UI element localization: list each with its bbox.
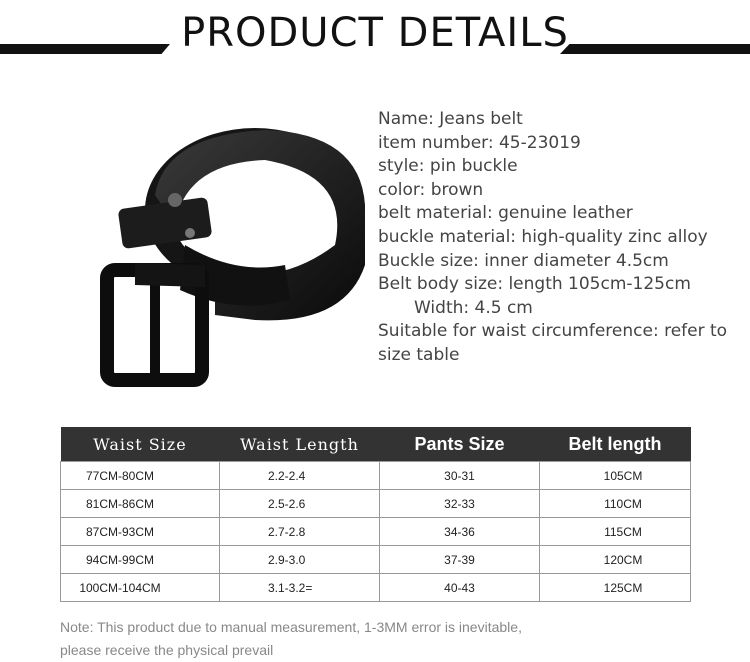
belt-product-image xyxy=(95,115,365,400)
page-title: PRODUCT DETAILS xyxy=(181,10,569,56)
header-pants-size: Pants Size xyxy=(380,427,540,462)
cell-waist-size: 77CM-80CM xyxy=(61,462,220,490)
detail-width: Width: 4.5 cm xyxy=(414,297,533,318)
detail-waist: Suitable for waist circumference: refer to size table xyxy=(378,321,728,365)
measurement-note xyxy=(60,616,522,662)
cell-belt-length: 125CM xyxy=(540,574,691,602)
cell-pants-size: 37-39 xyxy=(380,546,540,574)
cell-pants-size: 34-36 xyxy=(380,518,540,546)
detail-style: style: pin buckle xyxy=(378,156,518,177)
detail-color: color: brown xyxy=(378,179,484,200)
detail-name: Name: Jeans belt xyxy=(378,109,523,129)
cell-waist-size: 81CM-86CM xyxy=(61,490,220,518)
detail-buckle-size: Buckle size: inner diameter 4.5cm xyxy=(378,250,669,271)
cell-pants-size: 40-43 xyxy=(380,574,540,602)
header-belt-length: Belt length xyxy=(540,427,691,462)
table-row xyxy=(61,546,691,574)
size-table xyxy=(60,427,691,602)
detail-buckle-material: buckle material: high-quality zinc alloy xyxy=(378,226,708,247)
cell-waist-size: 87CM-93CM xyxy=(61,518,220,546)
header-waist-length: Waist Length xyxy=(220,427,380,462)
table-row xyxy=(61,462,691,490)
table-row xyxy=(61,574,691,602)
cell-waist-length: 2.2-2.4 xyxy=(220,462,380,490)
detail-item-number: item number: 45-23019 xyxy=(378,132,581,153)
product-details xyxy=(378,108,750,368)
cell-belt-length: 105CM xyxy=(540,462,691,490)
cell-waist-length: 2.9-3.0 xyxy=(220,546,380,574)
cell-pants-size: 32-33 xyxy=(380,490,540,518)
note-line-2: please receive the physical prevail xyxy=(60,642,274,658)
cell-waist-length: 2.5-2.6 xyxy=(220,490,380,518)
cell-waist-size: 100CM-104CM xyxy=(61,574,220,602)
table-row xyxy=(61,518,691,546)
detail-body-size: Belt body size: length 105cm-125cm xyxy=(378,274,691,295)
header-waist-size: Waist Size xyxy=(61,427,220,462)
note-line-1: Note: This product due to manual measurement, 1-3MM error is inevitable, xyxy=(60,619,522,635)
cell-pants-size: 30-31 xyxy=(380,462,540,490)
cell-belt-length: 115CM xyxy=(540,518,691,546)
cell-waist-length: 2.7-2.8 xyxy=(220,518,380,546)
cell-waist-size: 94CM-99CM xyxy=(61,546,220,574)
cell-belt-length: 110CM xyxy=(540,490,691,518)
cell-waist-length: 3.1-3.2= xyxy=(220,574,380,602)
table-row xyxy=(61,490,691,518)
cell-belt-length: 120CM xyxy=(540,546,691,574)
detail-belt-material: belt material: genuine leather xyxy=(378,203,633,224)
size-table-header-row xyxy=(61,427,691,462)
